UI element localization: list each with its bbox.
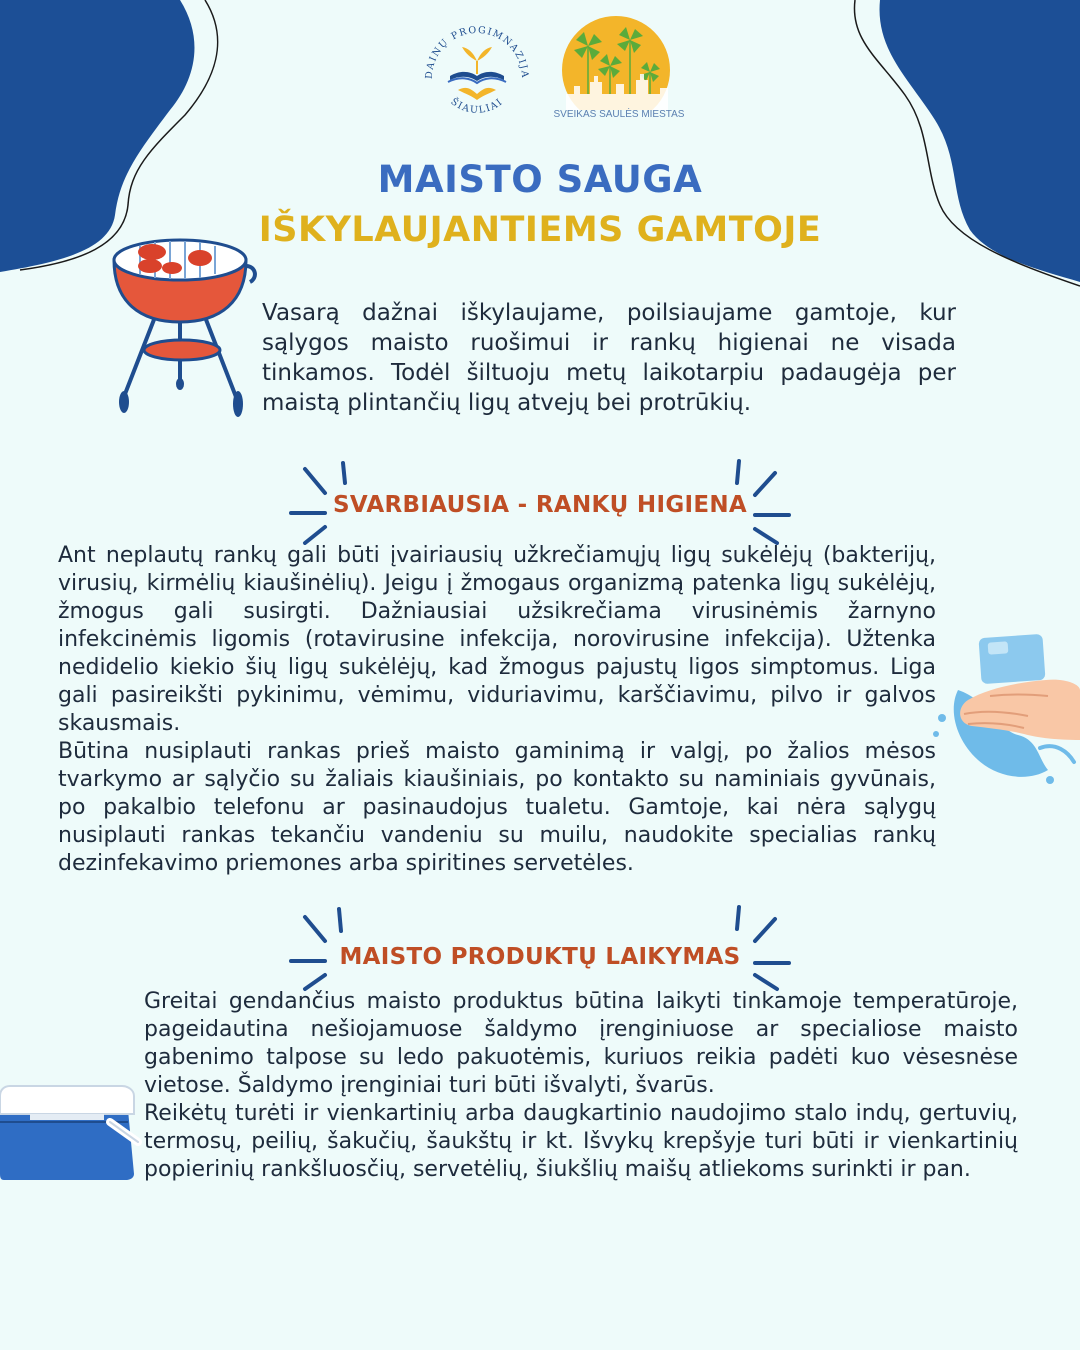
hygiene-body — [58, 542, 936, 878]
hygiene-paragraph-2: Būtina nusiplauti rankas prieš maisto gaminimą ir valgį, po žalios mėsos tvarkymo ar sąlyčio su žaliais kiaušiniais, po kontakto su naminiais gyvūnais, po pakalbio telefonu ar pasinaudojus tualetu. Gamtoje, kai nėra sąlygų nusiplauti rankas tekančiu vandeniu su muilu, naudokite specialias rankų dezinfekavimo priemones arba spiritines servetėles. — [58, 739, 936, 876]
storage-heading: MAISTO PRODUKTŲ LAIKYMAS — [339, 944, 741, 970]
grill-icon — [100, 222, 260, 422]
cooler-box-icon — [0, 1082, 144, 1182]
storage-body — [144, 988, 1018, 1184]
corner-shape-right — [840, 0, 1080, 300]
intro-paragraph — [262, 298, 956, 418]
school-city: ŠIAULIAI — [448, 96, 506, 116]
sun-city-logo — [560, 14, 672, 110]
hygiene-heading: SVARBIAUSIA - RANKŲ HIGIENA — [332, 492, 748, 518]
storage-paragraph-2: Reikėtų turėti ir vienkartinių arba daugkartinio naudojimo stalo indų, gertuvių, termosų, peilių, šakučių, šaukštų ir kt. Išvykų krepšyje turi būti ir vienkartinių popierinių rankšluosčių, servetėlių, šiukšlių maišų atliekoms surinkti ir pan. — [144, 1101, 1018, 1182]
school-logo — [418, 16, 536, 128]
intro-text: Vasarą dažnai iškylaujame, poilsiaujame gamtoje, kur sąlygos maisto ruošimui ir rankų higienai ne visada tinkamos. Todėl šiltuoju metų laikotarpiu padaugėja per maistą plintančių ligų atvejų bei protrūkių. — [262, 300, 956, 416]
storage-paragraph-1: Greitai gendančius maisto produktus būtina laikyti tinkamoje temperatūroje, pageidautina nešiojamuose šaldymo įrenginiuose ar specialiose maisto gabenimo talpose su ledo pakuotėmis, kuriuos reikia padėti kuo vėsesnėse vietose. Šaldymo įrenginiai turi būti išvalyti, švarūs. — [144, 989, 1018, 1098]
school-name: DAINŲ PROGIMNAZIJA — [423, 24, 531, 80]
hygiene-paragraph-1: Ant neplautų rankų gali būti įvairiausių užkrečiamųjų ligų sukėlėjų (bakterijų, virusių, kirmėlių kiaušinėlių). Jeigu į žmogaus organizmą patenka ligų sukėlėjų, žmogus gali susirgti. Dažniausiai užsikrečiama virusinėmis žarnyno infekcinėmis ligomis (rotavirusine infekcija, norovirusine infekcija). Užtenka nedidelio kiekio šių ligų sukėlėjų, kad žmogus pajustų ligos simptomus. Liga gali pasireikšti pykinimu, vėmimu, viduriavimu, karščiavimu, pilvo ir galvos skausmais. — [58, 543, 936, 736]
page-subtitle: IŠKYLAUJANTIEMS GAMTOJE — [258, 210, 822, 250]
page-title: MAISTO SAUGA — [377, 158, 703, 201]
sun-city-caption: SVEIKAS SAULĖS MIESTAS — [553, 109, 685, 120]
hand-washing-icon — [928, 630, 1080, 790]
